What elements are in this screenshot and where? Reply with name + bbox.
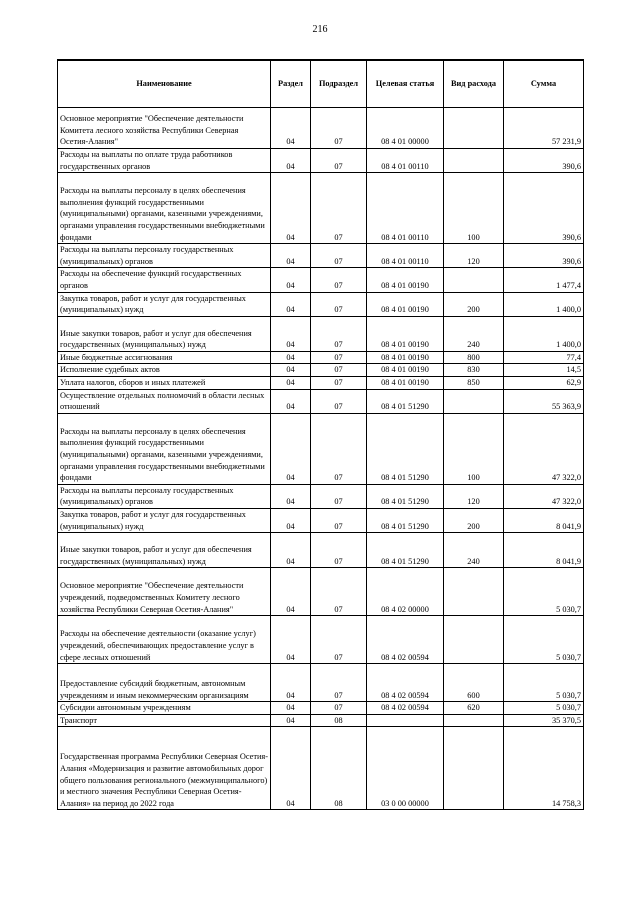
row-expense-type: 240 bbox=[444, 316, 504, 351]
row-razdel: 04 bbox=[271, 413, 311, 484]
row-razdel: 04 bbox=[271, 173, 311, 244]
row-podrazdel: 07 bbox=[311, 316, 367, 351]
header-razdel: Раздел bbox=[271, 60, 311, 108]
header-podrazdel: Подраздел bbox=[311, 60, 367, 108]
table-row bbox=[58, 364, 584, 377]
page-number: 216 bbox=[312, 24, 328, 35]
row-name: Транспорт bbox=[58, 714, 271, 727]
row-sum: 8 041,9 bbox=[504, 508, 584, 532]
row-sum: 35 370,5 bbox=[504, 714, 584, 727]
row-podrazdel: 07 bbox=[311, 364, 367, 377]
row-name: Расходы на выплаты персоналу в целях обеспечения выполнения функций государственными (муниципальными) органами, казенными учреждениями, органами управления государственными внебюджетными фондами bbox=[58, 173, 271, 244]
row-target-article: 08 4 01 00190 bbox=[367, 376, 444, 389]
table-row bbox=[58, 108, 584, 149]
row-expense-type: 120 bbox=[444, 484, 504, 508]
row-razdel: 04 bbox=[271, 508, 311, 532]
table-row bbox=[58, 376, 584, 389]
row-expense-type: 200 bbox=[444, 508, 504, 532]
row-target-article: 08 4 01 00190 bbox=[367, 292, 444, 316]
table-row bbox=[58, 702, 584, 715]
row-target-article: 08 4 01 51290 bbox=[367, 508, 444, 532]
row-podrazdel: 07 bbox=[311, 268, 367, 292]
row-name: Расходы на выплаты по оплате труда работников государственных органов bbox=[58, 149, 271, 173]
table-row bbox=[58, 351, 584, 364]
row-razdel: 04 bbox=[271, 533, 311, 568]
row-sum: 1 400,0 bbox=[504, 292, 584, 316]
row-razdel: 04 bbox=[271, 376, 311, 389]
row-name: Предоставление субсидий бюджетным, автономным учреждениям и иным некоммерческим организациям bbox=[58, 664, 271, 702]
table-body bbox=[58, 108, 584, 810]
row-razdel: 04 bbox=[271, 616, 311, 664]
table-row bbox=[58, 389, 584, 413]
row-name: Расходы на выплаты персоналу в целях обеспечения выполнения функций государственными (муниципальными) органами, казенными учреждениями, органами управления государственными внебюджетными фондами bbox=[58, 413, 271, 484]
row-sum: 77,4 bbox=[504, 351, 584, 364]
table-row bbox=[58, 714, 584, 727]
row-expense-type: 100 bbox=[444, 173, 504, 244]
row-expense-type bbox=[444, 616, 504, 664]
row-target-article: 08 4 01 00110 bbox=[367, 244, 444, 268]
row-expense-type bbox=[444, 714, 504, 727]
row-razdel: 04 bbox=[271, 568, 311, 616]
row-target-article: 08 4 02 00594 bbox=[367, 664, 444, 702]
row-expense-type: 800 bbox=[444, 351, 504, 364]
row-sum: 8 041,9 bbox=[504, 533, 584, 568]
row-target-article: 08 4 01 51290 bbox=[367, 533, 444, 568]
table-row bbox=[58, 533, 584, 568]
table-row bbox=[58, 149, 584, 173]
header-sum: Сумма bbox=[504, 60, 584, 108]
table-row bbox=[58, 413, 584, 484]
row-podrazdel: 07 bbox=[311, 108, 367, 149]
row-podrazdel: 07 bbox=[311, 484, 367, 508]
row-name: Расходы на обеспечение функций государственных органов bbox=[58, 268, 271, 292]
row-sum: 5 030,7 bbox=[504, 568, 584, 616]
row-target-article: 08 4 01 51290 bbox=[367, 413, 444, 484]
row-target-article: 08 4 01 51290 bbox=[367, 389, 444, 413]
row-podrazdel: 08 bbox=[311, 727, 367, 810]
row-podrazdel: 07 bbox=[311, 244, 367, 268]
row-name: Расходы на выплаты персоналу государственных (муниципальных) органов bbox=[58, 484, 271, 508]
row-target-article: 08 4 01 00190 bbox=[367, 316, 444, 351]
row-name: Закупка товаров, работ и услуг для государственных (муниципальных) нужд bbox=[58, 508, 271, 532]
row-expense-type: 850 bbox=[444, 376, 504, 389]
row-expense-type bbox=[444, 149, 504, 173]
row-sum: 14 758,3 bbox=[504, 727, 584, 810]
row-sum: 390,6 bbox=[504, 149, 584, 173]
row-podrazdel: 07 bbox=[311, 292, 367, 316]
row-podrazdel: 07 bbox=[311, 533, 367, 568]
row-podrazdel: 07 bbox=[311, 149, 367, 173]
row-razdel: 04 bbox=[271, 727, 311, 810]
row-name: Иные закупки товаров, работ и услуг для обеспечения государственных (муниципальных) нужд bbox=[58, 533, 271, 568]
row-name: Осуществление отдельных полномочий в области лесных отношений bbox=[58, 389, 271, 413]
row-sum: 5 030,7 bbox=[504, 664, 584, 702]
row-sum: 57 231,9 bbox=[504, 108, 584, 149]
table-row bbox=[58, 616, 584, 664]
row-name: Субсидии автономным учреждениям bbox=[58, 702, 271, 715]
row-expense-type bbox=[444, 568, 504, 616]
row-target-article: 08 4 02 00594 bbox=[367, 616, 444, 664]
row-name: Основное мероприятие "Обеспечение деятельности Комитета лесного хозяйства Республики Северная Осетия-Алания" bbox=[58, 108, 271, 149]
row-razdel: 04 bbox=[271, 149, 311, 173]
row-target-article: 08 4 01 00190 bbox=[367, 351, 444, 364]
row-podrazdel: 07 bbox=[311, 376, 367, 389]
row-target-article: 08 4 02 00000 bbox=[367, 568, 444, 616]
row-name: Иные бюджетные ассигнования bbox=[58, 351, 271, 364]
header-name: Наименование bbox=[58, 60, 271, 108]
header-target-article: Целевая статья bbox=[367, 60, 444, 108]
row-podrazdel: 07 bbox=[311, 702, 367, 715]
row-podrazdel: 07 bbox=[311, 173, 367, 244]
row-podrazdel: 07 bbox=[311, 616, 367, 664]
row-name: Расходы на выплаты персоналу государственных (муниципальных) органов bbox=[58, 244, 271, 268]
table-row bbox=[58, 268, 584, 292]
table-header-row bbox=[58, 60, 584, 108]
row-razdel: 04 bbox=[271, 351, 311, 364]
row-razdel: 04 bbox=[271, 244, 311, 268]
table-row bbox=[58, 727, 584, 810]
table-row bbox=[58, 508, 584, 532]
row-razdel: 04 bbox=[271, 664, 311, 702]
row-target-article: 08 4 02 00594 bbox=[367, 702, 444, 715]
row-sum: 5 030,7 bbox=[504, 616, 584, 664]
row-expense-type bbox=[444, 389, 504, 413]
row-name: Иные закупки товаров, работ и услуг для обеспечения государственных (муниципальных) нужд bbox=[58, 316, 271, 351]
row-name: Уплата налогов, сборов и иных платежей bbox=[58, 376, 271, 389]
table-row bbox=[58, 173, 584, 244]
row-name: Исполнение судебных актов bbox=[58, 364, 271, 377]
header-expense-type: Вид расхода bbox=[444, 60, 504, 108]
row-name: Основное мероприятие "Обеспечение деятельности учреждений, подведомственных Комитету лесного хозяйства Республики Северная Осетия-Алания" bbox=[58, 568, 271, 616]
row-expense-type: 620 bbox=[444, 702, 504, 715]
row-razdel: 04 bbox=[271, 316, 311, 351]
row-target-article: 08 4 01 51290 bbox=[367, 484, 444, 508]
table-row bbox=[58, 568, 584, 616]
row-podrazdel: 07 bbox=[311, 413, 367, 484]
row-target-article: 08 4 01 00000 bbox=[367, 108, 444, 149]
row-target-article: 08 4 01 00190 bbox=[367, 364, 444, 377]
row-expense-type: 100 bbox=[444, 413, 504, 484]
row-expense-type bbox=[444, 108, 504, 149]
row-razdel: 04 bbox=[271, 364, 311, 377]
table-row bbox=[58, 292, 584, 316]
row-target-article: 08 4 01 00110 bbox=[367, 173, 444, 244]
row-podrazdel: 07 bbox=[311, 568, 367, 616]
row-sum: 1 477,4 bbox=[504, 268, 584, 292]
row-razdel: 04 bbox=[271, 714, 311, 727]
row-podrazdel: 07 bbox=[311, 508, 367, 532]
table-row bbox=[58, 244, 584, 268]
row-name: Закупка товаров, работ и услуг для государственных (муниципальных) нужд bbox=[58, 292, 271, 316]
table-row bbox=[58, 484, 584, 508]
row-sum: 390,6 bbox=[504, 173, 584, 244]
row-podrazdel: 07 bbox=[311, 389, 367, 413]
row-target-article: 08 4 01 00190 bbox=[367, 268, 444, 292]
row-razdel: 04 bbox=[271, 389, 311, 413]
row-expense-type: 200 bbox=[444, 292, 504, 316]
row-podrazdel: 08 bbox=[311, 714, 367, 727]
row-expense-type bbox=[444, 268, 504, 292]
table-row bbox=[58, 664, 584, 702]
row-expense-type bbox=[444, 727, 504, 810]
row-expense-type: 120 bbox=[444, 244, 504, 268]
row-sum: 5 030,7 bbox=[504, 702, 584, 715]
row-razdel: 04 bbox=[271, 108, 311, 149]
row-razdel: 04 bbox=[271, 292, 311, 316]
table-row bbox=[58, 316, 584, 351]
row-razdel: 04 bbox=[271, 268, 311, 292]
row-name: Расходы на обеспечение деятельности (оказание услуг) учреждений, обеспечивающих предоставление услуг в сфере лесных отношений bbox=[58, 616, 271, 664]
budget-table bbox=[57, 59, 584, 810]
row-sum: 55 363,9 bbox=[504, 389, 584, 413]
row-razdel: 04 bbox=[271, 484, 311, 508]
row-sum: 390,6 bbox=[504, 244, 584, 268]
row-sum: 62,9 bbox=[504, 376, 584, 389]
row-expense-type: 600 bbox=[444, 664, 504, 702]
row-podrazdel: 07 bbox=[311, 664, 367, 702]
row-name: Государственная программа Республики Северная Осетия-Алания «Модернизация и развитие автомобильных дорог общего пользования регионального (межмуниципального) и местного значения Республики Северная Осетия-Алания» на период до 2022 года bbox=[58, 727, 271, 810]
row-podrazdel: 07 bbox=[311, 351, 367, 364]
row-expense-type: 240 bbox=[444, 533, 504, 568]
row-sum: 14,5 bbox=[504, 364, 584, 377]
row-target-article: 08 4 01 00110 bbox=[367, 149, 444, 173]
row-sum: 47 322,0 bbox=[504, 413, 584, 484]
row-expense-type: 830 bbox=[444, 364, 504, 377]
row-sum: 1 400,0 bbox=[504, 316, 584, 351]
row-razdel: 04 bbox=[271, 702, 311, 715]
row-sum: 47 322,0 bbox=[504, 484, 584, 508]
row-target-article: 03 0 00 00000 bbox=[367, 727, 444, 810]
row-target-article bbox=[367, 714, 444, 727]
